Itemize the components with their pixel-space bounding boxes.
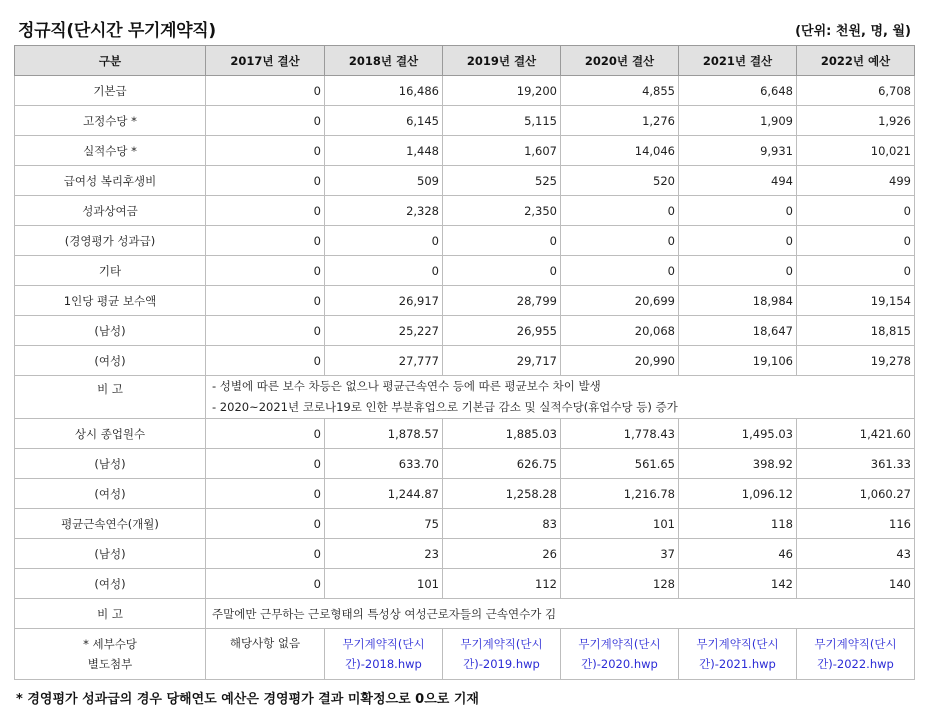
attachment-link-text[interactable]: 무기계약직(단시 bbox=[814, 637, 897, 651]
table-cell: 0 bbox=[206, 106, 325, 136]
attachment-link-text[interactable]: 무기계약직(단시 bbox=[696, 637, 779, 651]
table-row bbox=[15, 346, 915, 376]
table-cell: 10,021 bbox=[797, 136, 915, 166]
table-cell: 118 bbox=[679, 509, 797, 539]
table-row bbox=[15, 449, 915, 479]
table-cell: 20,990 bbox=[561, 346, 679, 376]
attachment-link-text[interactable]: 무기계약직(단시 bbox=[460, 637, 543, 651]
table-cell: 499 bbox=[797, 166, 915, 196]
table-cell: 0 bbox=[443, 226, 561, 256]
attachment-label-line: * 세부수당 bbox=[83, 637, 137, 651]
table-row bbox=[15, 136, 915, 166]
header-category: 구분 bbox=[15, 46, 206, 76]
table-cell: 1,244.87 bbox=[325, 479, 443, 509]
table-cell: 5,115 bbox=[443, 106, 561, 136]
table-cell: 626.75 bbox=[443, 449, 561, 479]
row-label: 기본급 bbox=[15, 76, 206, 106]
table-cell: 142 bbox=[679, 569, 797, 599]
row-label: 1인당 평균 보수액 bbox=[15, 286, 206, 316]
table-cell: 18,647 bbox=[679, 316, 797, 346]
table-row bbox=[15, 509, 915, 539]
table-cell: 1,060.27 bbox=[797, 479, 915, 509]
attachment-link-2018[interactable] bbox=[325, 629, 443, 680]
table-cell: 16,486 bbox=[325, 76, 443, 106]
table-row bbox=[15, 479, 915, 509]
table-cell: 9,931 bbox=[679, 136, 797, 166]
table-cell: 0 bbox=[206, 76, 325, 106]
table-cell: 0 bbox=[561, 196, 679, 226]
note-label: 비 고 bbox=[15, 599, 206, 629]
attachment-link-text[interactable]: 간)-2022.hwp bbox=[817, 657, 894, 671]
table-row bbox=[15, 226, 915, 256]
header-2022: 2022년 예산 bbox=[797, 46, 915, 76]
table-cell: 0 bbox=[206, 166, 325, 196]
row-label: 상시 종업원수 bbox=[15, 419, 206, 449]
table-cell: 29,717 bbox=[443, 346, 561, 376]
table-cell: 19,106 bbox=[679, 346, 797, 376]
table-cell: 0 bbox=[206, 539, 325, 569]
table-cell: 25,227 bbox=[325, 316, 443, 346]
table-cell: 0 bbox=[206, 569, 325, 599]
table-cell: 27,777 bbox=[325, 346, 443, 376]
table-cell: 112 bbox=[443, 569, 561, 599]
table-cell: 0 bbox=[206, 256, 325, 286]
table-row bbox=[15, 166, 915, 196]
table-row bbox=[15, 256, 915, 286]
table-cell: 4,855 bbox=[561, 76, 679, 106]
table-cell: 1,607 bbox=[443, 136, 561, 166]
table-cell: 19,278 bbox=[797, 346, 915, 376]
table-cell: 140 bbox=[797, 569, 915, 599]
table-cell: 0 bbox=[206, 479, 325, 509]
table-cell: 0 bbox=[206, 316, 325, 346]
table-cell: 2,328 bbox=[325, 196, 443, 226]
table-cell: 398.92 bbox=[679, 449, 797, 479]
table-cell: 1,258.28 bbox=[443, 479, 561, 509]
table-cell: 37 bbox=[561, 539, 679, 569]
attachment-link-2021[interactable] bbox=[679, 629, 797, 680]
table-cell: 116 bbox=[797, 509, 915, 539]
row-label: 급여성 복리후생비 bbox=[15, 166, 206, 196]
table-cell: 26 bbox=[443, 539, 561, 569]
attachment-link-2020[interactable] bbox=[561, 629, 679, 680]
row-label: (경영평가 성과급) bbox=[15, 226, 206, 256]
table-cell: 18,984 bbox=[679, 286, 797, 316]
header-2019: 2019년 결산 bbox=[443, 46, 561, 76]
table-cell: 28,799 bbox=[443, 286, 561, 316]
table-cell: 0 bbox=[679, 256, 797, 286]
row-label: 평균근속연수(개월) bbox=[15, 509, 206, 539]
table-cell: 1,276 bbox=[561, 106, 679, 136]
attachment-row bbox=[15, 629, 915, 680]
unit-label: (단위: 천원, 명, 월) bbox=[795, 24, 911, 39]
table-cell: 46 bbox=[679, 539, 797, 569]
table-row bbox=[15, 76, 915, 106]
table-cell: 1,926 bbox=[797, 106, 915, 136]
table-cell: 6,145 bbox=[325, 106, 443, 136]
table-row bbox=[15, 106, 915, 136]
table-cell: 0 bbox=[206, 136, 325, 166]
table-cell: 18,815 bbox=[797, 316, 915, 346]
table-cell: 20,068 bbox=[561, 316, 679, 346]
row-label: (남성) bbox=[15, 539, 206, 569]
table-cell: 0 bbox=[206, 346, 325, 376]
table-cell: 128 bbox=[561, 569, 679, 599]
header-2017: 2017년 결산 bbox=[206, 46, 325, 76]
table-header-row bbox=[15, 46, 915, 76]
attachment-link-text[interactable]: 무기계약직(단시 bbox=[342, 637, 425, 651]
table-cell: 525 bbox=[443, 166, 561, 196]
attachment-label bbox=[15, 629, 206, 680]
table-cell: 0 bbox=[679, 196, 797, 226]
table-row bbox=[15, 569, 915, 599]
table-cell: 0 bbox=[206, 509, 325, 539]
row-label: (남성) bbox=[15, 449, 206, 479]
table-cell: 19,154 bbox=[797, 286, 915, 316]
attachment-link-2019[interactable] bbox=[443, 629, 561, 680]
table-cell: 494 bbox=[679, 166, 797, 196]
row-label: 성과상여금 bbox=[15, 196, 206, 226]
table-cell: 75 bbox=[325, 509, 443, 539]
table-cell: 26,955 bbox=[443, 316, 561, 346]
note-line: - 2020~2021년 코로나19로 인한 부분휴업으로 기본급 감소 및 실적수당(휴업수당 등) 증가 bbox=[212, 400, 678, 414]
note-text bbox=[206, 376, 915, 419]
header-2020: 2020년 결산 bbox=[561, 46, 679, 76]
table-cell: 0 bbox=[561, 256, 679, 286]
table-cell: 83 bbox=[443, 509, 561, 539]
row-label: 기타 bbox=[15, 256, 206, 286]
table-cell: 1,778.43 bbox=[561, 419, 679, 449]
row-label: (여성) bbox=[15, 346, 206, 376]
note-row-2 bbox=[15, 599, 915, 629]
table-cell: 0 bbox=[797, 226, 915, 256]
row-label: 실적수당 * bbox=[15, 136, 206, 166]
table-cell: 0 bbox=[561, 226, 679, 256]
table-cell: 0 bbox=[325, 226, 443, 256]
row-label: (남성) bbox=[15, 316, 206, 346]
table-row bbox=[15, 539, 915, 569]
table-cell: 43 bbox=[797, 539, 915, 569]
table-cell: 0 bbox=[797, 196, 915, 226]
note-text: 주말에만 근무하는 근로형태의 특성상 여성근로자들의 근속연수가 김 bbox=[206, 599, 915, 629]
row-label: (여성) bbox=[15, 569, 206, 599]
note-label: 비 고 bbox=[15, 376, 206, 419]
table-cell: 2,350 bbox=[443, 196, 561, 226]
table-row bbox=[15, 196, 915, 226]
table-row bbox=[15, 316, 915, 346]
table-cell: 101 bbox=[325, 569, 443, 599]
table-cell: 1,909 bbox=[679, 106, 797, 136]
table-cell: 1,216.78 bbox=[561, 479, 679, 509]
row-label: (여성) bbox=[15, 479, 206, 509]
attachment-link-text[interactable]: 간)-2021.hwp bbox=[699, 657, 776, 671]
attachment-link-text[interactable]: 간)-2020.hwp bbox=[581, 657, 658, 671]
table-cell: 0 bbox=[325, 256, 443, 286]
table-cell: 0 bbox=[206, 449, 325, 479]
table-cell: 1,885.03 bbox=[443, 419, 561, 449]
note-line: - 성별에 따른 보수 차등은 없으나 평균근속연수 등에 따른 평균보수 차이 발생 bbox=[212, 379, 601, 393]
table-cell: 0 bbox=[206, 226, 325, 256]
table-cell: 1,448 bbox=[325, 136, 443, 166]
table-cell: 14,046 bbox=[561, 136, 679, 166]
table-cell: 23 bbox=[325, 539, 443, 569]
table-cell: 561.65 bbox=[561, 449, 679, 479]
note-row-1 bbox=[15, 376, 915, 419]
attachment-link-text[interactable]: 간)-2019.hwp bbox=[463, 657, 540, 671]
table-cell: 520 bbox=[561, 166, 679, 196]
table-row bbox=[15, 419, 915, 449]
table-cell: 1,421.60 bbox=[797, 419, 915, 449]
table-cell: 361.33 bbox=[797, 449, 915, 479]
header-2021: 2021년 결산 bbox=[679, 46, 797, 76]
table-cell: 19,200 bbox=[443, 76, 561, 106]
compensation-table bbox=[14, 45, 915, 680]
page-title: 정규직(단시간 무기계약직) bbox=[18, 21, 216, 41]
attachment-link-2022[interactable] bbox=[797, 629, 915, 680]
table-cell: 0 bbox=[206, 286, 325, 316]
table-cell: 509 bbox=[325, 166, 443, 196]
table-cell: 1,495.03 bbox=[679, 419, 797, 449]
table-cell: 1,878.57 bbox=[325, 419, 443, 449]
attachment-none: 해당사항 없음 bbox=[206, 629, 325, 680]
attachment-link-text[interactable]: 무기계약직(단시 bbox=[578, 637, 661, 651]
table-cell: 101 bbox=[561, 509, 679, 539]
table-cell: 20,699 bbox=[561, 286, 679, 316]
row-label: 고정수당 * bbox=[15, 106, 206, 136]
footnote: * 경영평가 성과급의 경우 당해연도 예산은 경영평가 결과 미확정으로 0으로 기재 bbox=[16, 692, 479, 707]
table-cell: 0 bbox=[443, 256, 561, 286]
header-2018: 2018년 결산 bbox=[325, 46, 443, 76]
table-cell: 26,917 bbox=[325, 286, 443, 316]
table-cell: 1,096.12 bbox=[679, 479, 797, 509]
table-cell: 633.70 bbox=[325, 449, 443, 479]
table-row bbox=[15, 286, 915, 316]
table-cell: 6,648 bbox=[679, 76, 797, 106]
table-cell: 0 bbox=[206, 196, 325, 226]
attachment-link-text[interactable]: 간)-2018.hwp bbox=[345, 657, 422, 671]
table-cell: 0 bbox=[797, 256, 915, 286]
attachment-label-line: 별도첨부 bbox=[87, 657, 133, 671]
table-cell: 0 bbox=[206, 419, 325, 449]
table-cell: 6,708 bbox=[797, 76, 915, 106]
table-cell: 0 bbox=[679, 226, 797, 256]
